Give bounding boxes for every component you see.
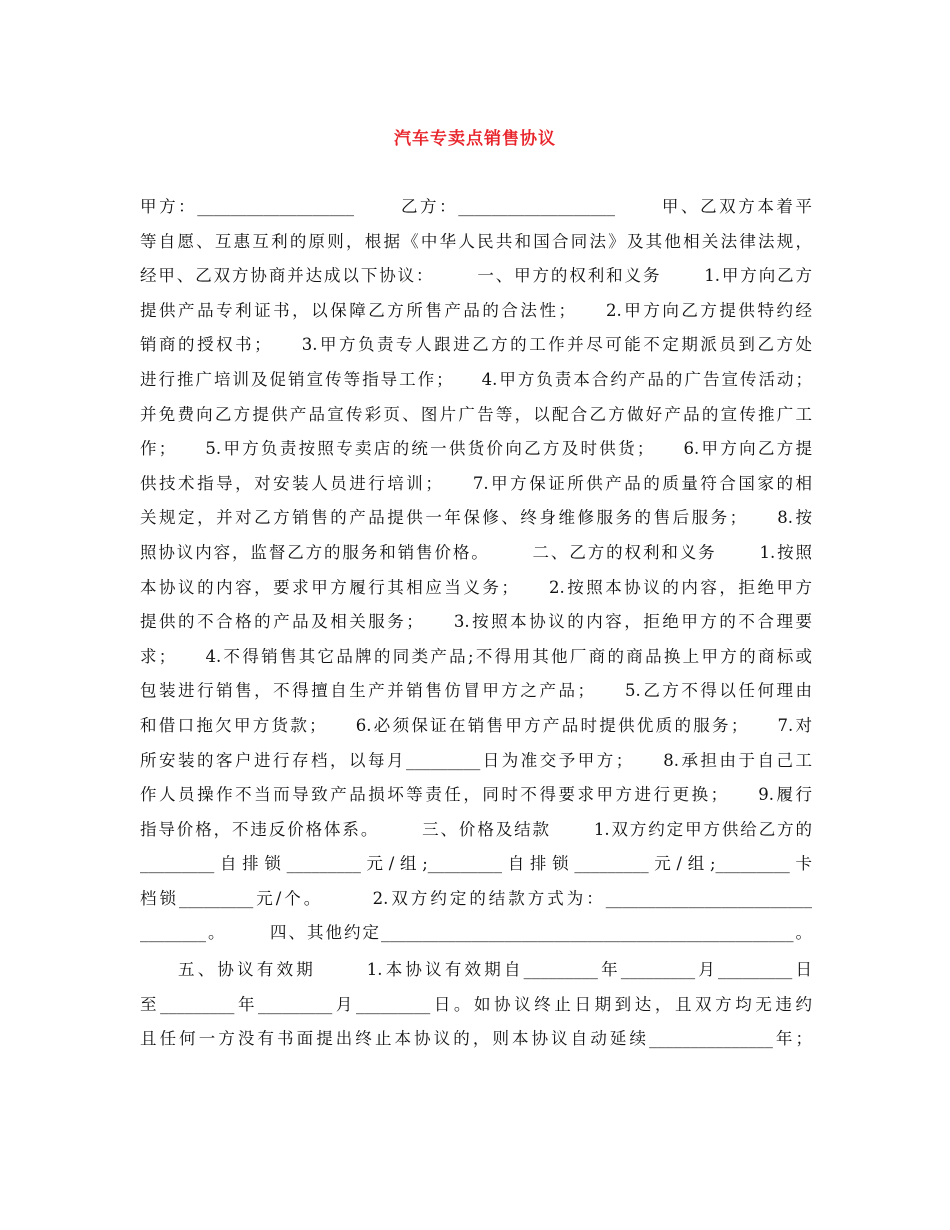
body-line: 指导价格，不违反价格体系。 三、价格及结款 1.双方约定甲方供给乙方的: [140, 819, 812, 839]
document-title: 汽车专卖点销售协议: [394, 129, 556, 149]
body-line: 提供的不合格的产品及相关服务； 3.按照本协议的内容，拒绝甲方的不合理要: [140, 612, 812, 632]
body-line: 等自愿、互惠互利的原则，根据《中华人民共和国合同法》及其他相关法律法规，: [140, 231, 812, 251]
body-line: 档锁_________元/个。 2.双方约定的结款方式为：_________________________: [140, 888, 812, 908]
body-line: 且任何一方没有书面提出终止本协议的，则本协议自动延续_______________年；: [140, 1029, 812, 1049]
body-line: 并免费向乙方提供产品宣传彩页、图片广告等，以配合乙方做好产品的宣传推广工: [140, 404, 812, 424]
body-line: 作； 5.甲方负责按照专卖店的统一供货价向乙方及时供货； 6.甲方向乙方提: [140, 439, 812, 459]
body-line: 所安装的客户进行存档，以每月_________日为准交予甲方； 8.承担由于自己工: [140, 750, 812, 770]
body-line: 销商的授权书； 3.甲方负责专人跟进乙方的工作并尽可能不定期派员到乙方处: [140, 335, 812, 355]
body-line: 至_________年_________月_________日。如协议终止日期到达，且双方均无违约: [140, 994, 812, 1014]
body-line: 本协议的内容，要求甲方履行其相应当义务； 2.按照本协议的内容，拒绝甲方: [140, 577, 812, 597]
body-line: 进行推广培训及促销宣传等指导工作； 4.甲方负责本合约产品的广告宣传活动；: [140, 369, 812, 389]
body-line: 关规定，并对乙方销售的产品提供一年保修、终身维修服务的售后服务； 8.按: [140, 508, 812, 528]
body-line: 提供产品专利证书，以保障乙方所售产品的合法性； 2.甲方向乙方提供特约经: [140, 300, 812, 320]
body-line: 供技术指导，对安装人员进行培训； 7.甲方保证所供产品的质量符合国家的相: [140, 473, 812, 493]
body-line: _________自排锁_________元/组;_________自排锁_________元/组;_________卡: [140, 854, 812, 874]
document-body: [140, 190, 812, 1057]
body-line: 经甲、乙双方协商并达成以下协议： 一、甲方的权利和义务 1.甲方向乙方: [140, 266, 812, 286]
body-line: 包装进行销售，不得擅自生产并销售仿冒甲方之产品； 5.乙方不得以任何理由: [140, 681, 812, 701]
body-line: 和借口拖欠甲方货款； 6.必须保证在销售甲方产品时提供优质的服务； 7.对: [140, 715, 812, 735]
body-line: 求； 4.不得销售其它品牌的同类产品;不得用其他厂商的商品换上甲方的商标或: [140, 646, 812, 666]
body-line: ________。 四、其他约定__________________________________________________。: [140, 923, 812, 943]
body-line: 作人员操作不当而导致产品损坏等责任，同时不得要求甲方进行更换； 9.履行: [140, 785, 812, 805]
body-line: 甲方：___________________ 乙方：___________________ 甲、乙双方本着平: [140, 197, 812, 216]
body-line: 照协议内容，监督乙方的服务和销售价格。 二、乙方的权利和义务 1.按照: [140, 542, 812, 562]
body-line: 五、协议有效期 1.本协议有效期自_________年_________月_________日: [178, 960, 812, 980]
